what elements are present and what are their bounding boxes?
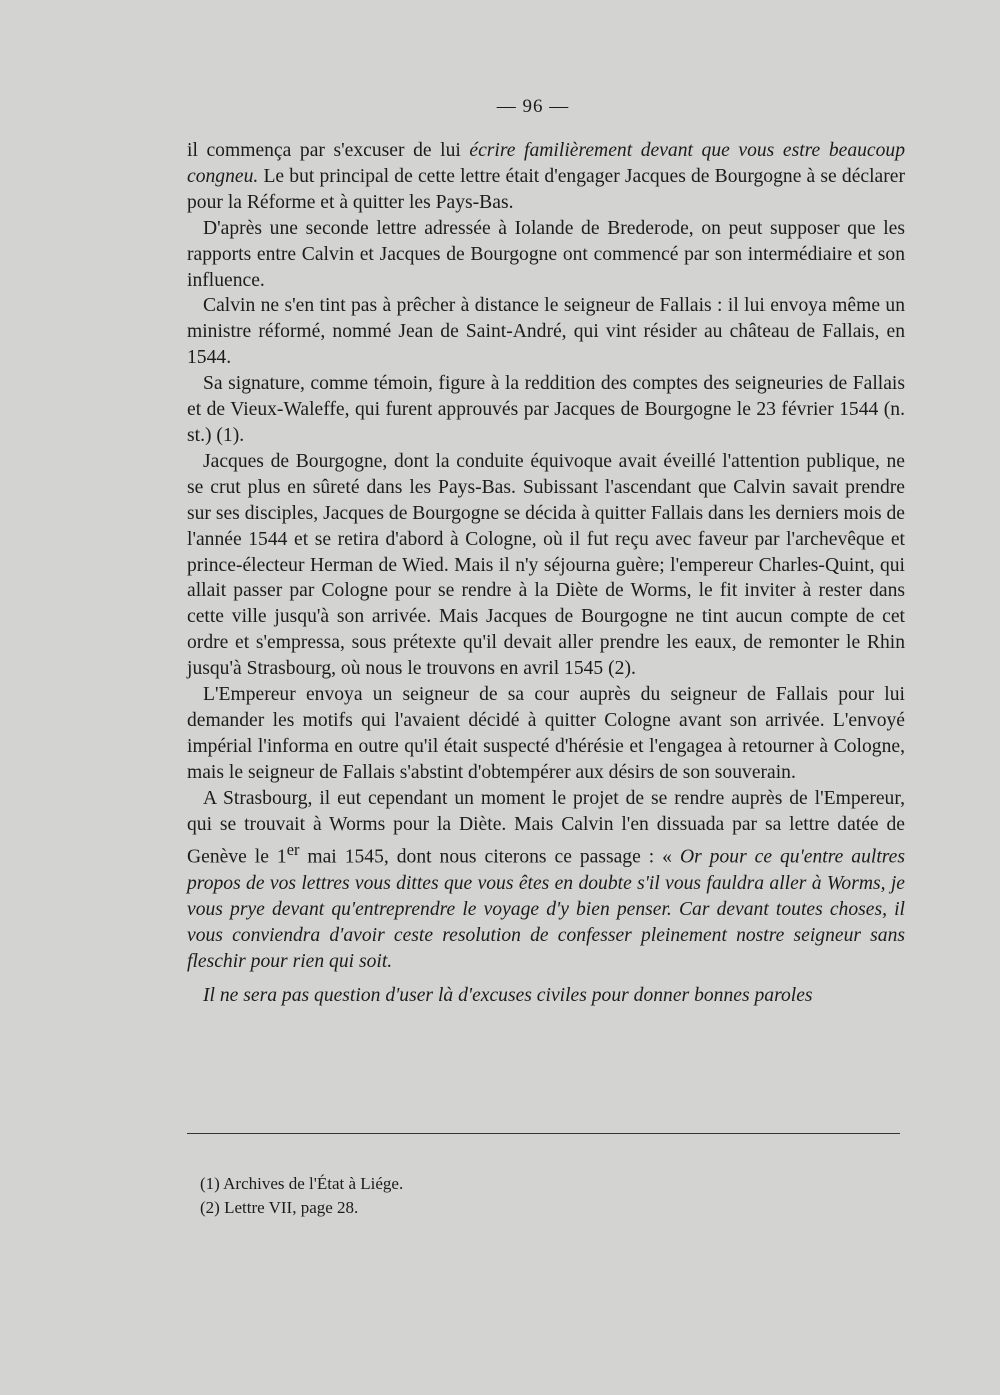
paragraph-8 [187,983,905,1009]
text-run: Calvin ne s'en tint pas à prêcher à distance le seigneur de Fallais : il lui envoya même un ministre réformé, nommé Jean de Saint-André, qui vint résider au château de Fallais, en 1544. [187,295,905,369]
footnote-1: (1) Archives de l'État à Liége. [200,1174,404,1193]
paragraph-6 [187,682,905,786]
text-run: Sa signature, comme témoin, figure à la reddition des comptes des seigneuries de Fallais et de Vieux-Waleffe, qui furent approuvés par Jacques de Bourgogne le 23 février 1544 (n. st.) (1). [187,373,905,446]
page-number: — 96 — [496,96,570,117]
italic-run: Il ne sera pas question d'user là d'excuses civiles pour donner bonnes paroles [203,984,813,1006]
paragraph-2 [187,216,905,294]
paragraph-1 [187,138,905,216]
paragraph-5 [187,449,905,682]
italic-run: Or pour ce qu'entre aultres propos de vos lettres vous dittes que vous êtes en doubte s'il vous fauldra aller à Worms, je vous prye devant qu'entreprendre le voyage d'y bien penser. Car devant toutes choses, il vous conviendra d'avoir ceste resolution de confesser pleinement nostre seigneur sans fleschir pour rien qui soit. [187,847,905,972]
footnote-separator [187,1133,900,1134]
text-run: Jacques de Bourgogne, dont la conduite équivoque avait éveillé l'attention publique, ne se crut plus en sûreté dans les Pays-Bas. Subissant l'ascendant que Calvin savait prendre sur ses disciples, Jacques de Bourgogne se décida à quitter Fallais dans les derniers mois de l'année 1544 et se retira d'abord à Cologne, où il fut reçu avec faveur par l'archevêque et prince-électeur Herman de Wied. Mais il n'y séjourna guère; l'empereur Charles-Quint, qui allait passer par Cologne pour se rendre à la Diète de Worms, le fit inviter à rester dans cette ville jusqu'à son arrivée. Mais Jacques de Bourgogne ne tint aucun compte de cet ordre et s'empressa, sous prétexte qu'il devait aller prendre les eaux, de remonter le Rhin jusqu'à Strasbourg, où nous le trouvons en avril 1545 (2). [187,450,905,680]
text-run: mai 1545, dont nous citerons ce passage : « [299,847,680,868]
paragraph-4 [187,371,905,449]
text-run: L'Empereur envoya un seigneur de sa cour auprès du seigneur de Fallais pour lui demander les motifs qui l'avaient décidé à quitter Cologne avant son arrivée. L'envoyé impérial l'informa en outre qu'il était suspecté d'hérésie et l'engagea à retourner à Cologne, mais le seigneur de Fallais s'abstint d'obtempérer aux désirs de son souverain. [187,684,905,783]
body-text [187,138,905,1008]
paragraph-3 [187,293,905,371]
superscript: er [286,840,300,860]
text-run: il commença par s'excuser de lui [187,140,470,161]
paragraph-7 [187,786,905,975]
footnotes [200,1172,800,1220]
footnote-2: (2) Lettre VII, page 28. [200,1198,359,1217]
text-run: D'après une seconde lettre adressée à Iolande de Brederode, on peut supposer que les rapports entre Calvin et Jacques de Bourgogne ont commencé par son intermédiaire et son influence. [187,217,905,291]
text-run: Le but principal de cette lettre était d'engager Jacques de Bourgogne à se déclarer pour la Réforme et à quitter les Pays-Bas. [187,165,905,213]
text-run: A Strasbourg, il eut cependant un moment le projet de se rendre auprès de l'Empereur, qui se trouvait à Worms pour la Diète. Mais Calvin l'en dissuada par sa lettre datée de Genève le 1 [187,787,905,868]
italic-run: écrire familièrement devant que vous estre beaucoup congneu. [187,140,905,187]
